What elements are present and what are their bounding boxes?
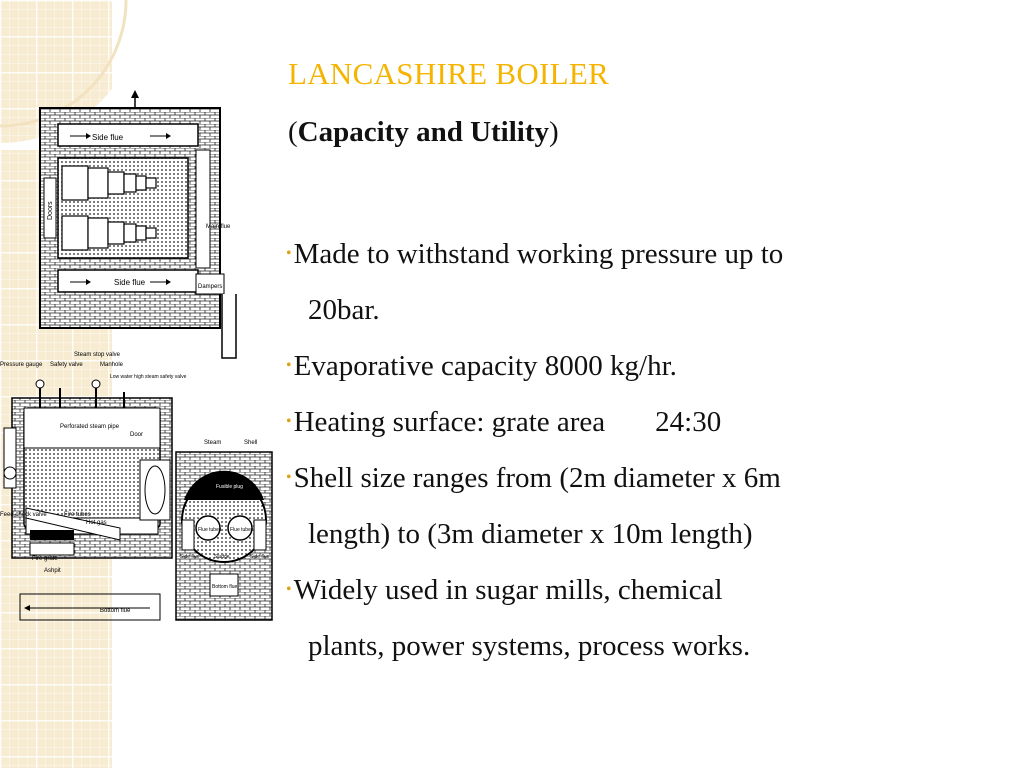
label-doors: Doors: [47, 201, 54, 220]
label-side-flue-left: Side flue: [180, 554, 200, 560]
label-fusible-plug: Fusible plug: [216, 484, 243, 490]
bullet-dot-icon: •: [286, 245, 292, 262]
bullet-continuation: 20bar.: [308, 294, 380, 326]
bullet-item: [286, 450, 1006, 562]
bullet-text: Made to withstand working pressure up to: [293, 238, 784, 270]
bullet-item: [286, 338, 1006, 394]
label-bottom-flue-right: Bottom flue: [212, 584, 238, 590]
label-side-flue-right: Side flue: [250, 554, 270, 560]
bullet-text: Shell size ranges from (2m diameter x 6m: [293, 462, 781, 494]
label-ashpit: Ashpit: [44, 568, 61, 574]
bullet-list: [286, 226, 1006, 674]
plan-view: [40, 90, 236, 358]
label-bottom-flue-left: Bottom flue: [100, 608, 131, 614]
label-low-water-valve: Low water high steam safety valve: [110, 374, 187, 380]
label-side-flue-top: Side flue: [92, 133, 124, 142]
bullet-item: [286, 394, 1006, 450]
label-flue-tubes-right: Flue tubes: [230, 527, 254, 533]
bullet-text: Widely used in sugar mills, chemical: [293, 574, 723, 606]
cross-section: [176, 440, 272, 620]
label-main-flue: Main flue: [206, 224, 231, 230]
label-fire-grate: Fire grate: [32, 556, 58, 562]
slide-subtitle: [288, 116, 559, 149]
label-flue-tubes-left: Flue tubes: [198, 527, 222, 533]
label-dampers: Dampers: [198, 284, 223, 290]
label-side-flue-bottom: Side flue: [114, 278, 146, 287]
bullet-dot-icon: •: [286, 413, 292, 430]
lancashire-boiler-diagram: [0, 88, 280, 648]
bullet-dot-icon: •: [286, 469, 292, 486]
bullet-dot-icon: •: [286, 581, 292, 598]
label-pressure-gauge: Pressure gauge: [0, 362, 43, 368]
label-hot-gas: Hot gas: [86, 520, 107, 526]
subtitle-paren-open: (: [288, 116, 298, 148]
bullet-item: [286, 226, 1006, 338]
side-elevation: [0, 352, 187, 620]
label-door: Door: [130, 432, 144, 438]
label-steam: Steam: [204, 440, 222, 446]
bullet-continuation: plants, power systems, process works.: [308, 630, 751, 662]
label-steam-stop-valve: Steam stop valve: [74, 352, 121, 358]
slide-title: LANCASHIRE BOILER: [288, 56, 610, 91]
subtitle-paren-close: ): [549, 116, 559, 148]
bullet-text: Heating surface: grate area: [293, 406, 606, 438]
subtitle-bold: Capacity and Utility: [297, 116, 550, 148]
bullet-value: 24:30: [655, 406, 722, 438]
bullet-text: Evaporative capacity 8000 kg/hr.: [293, 350, 677, 382]
label-perforated-pipe: Perforated steam pipe: [60, 424, 120, 430]
bullet-item: [286, 562, 1006, 674]
bullet-continuation: length) to (3m diameter x 10m length): [308, 518, 753, 550]
label-shell: Shell: [244, 440, 258, 446]
label-fire-tubes: Fire tubes: [64, 512, 91, 518]
bullet-dot-icon: •: [286, 357, 292, 374]
label-manhole: Manhole: [100, 362, 124, 368]
label-sludge: Sludge: [214, 554, 230, 560]
label-feed-check-valve: Feed check valve: [0, 512, 47, 518]
label-safety-valve: Safety valve: [50, 362, 83, 368]
